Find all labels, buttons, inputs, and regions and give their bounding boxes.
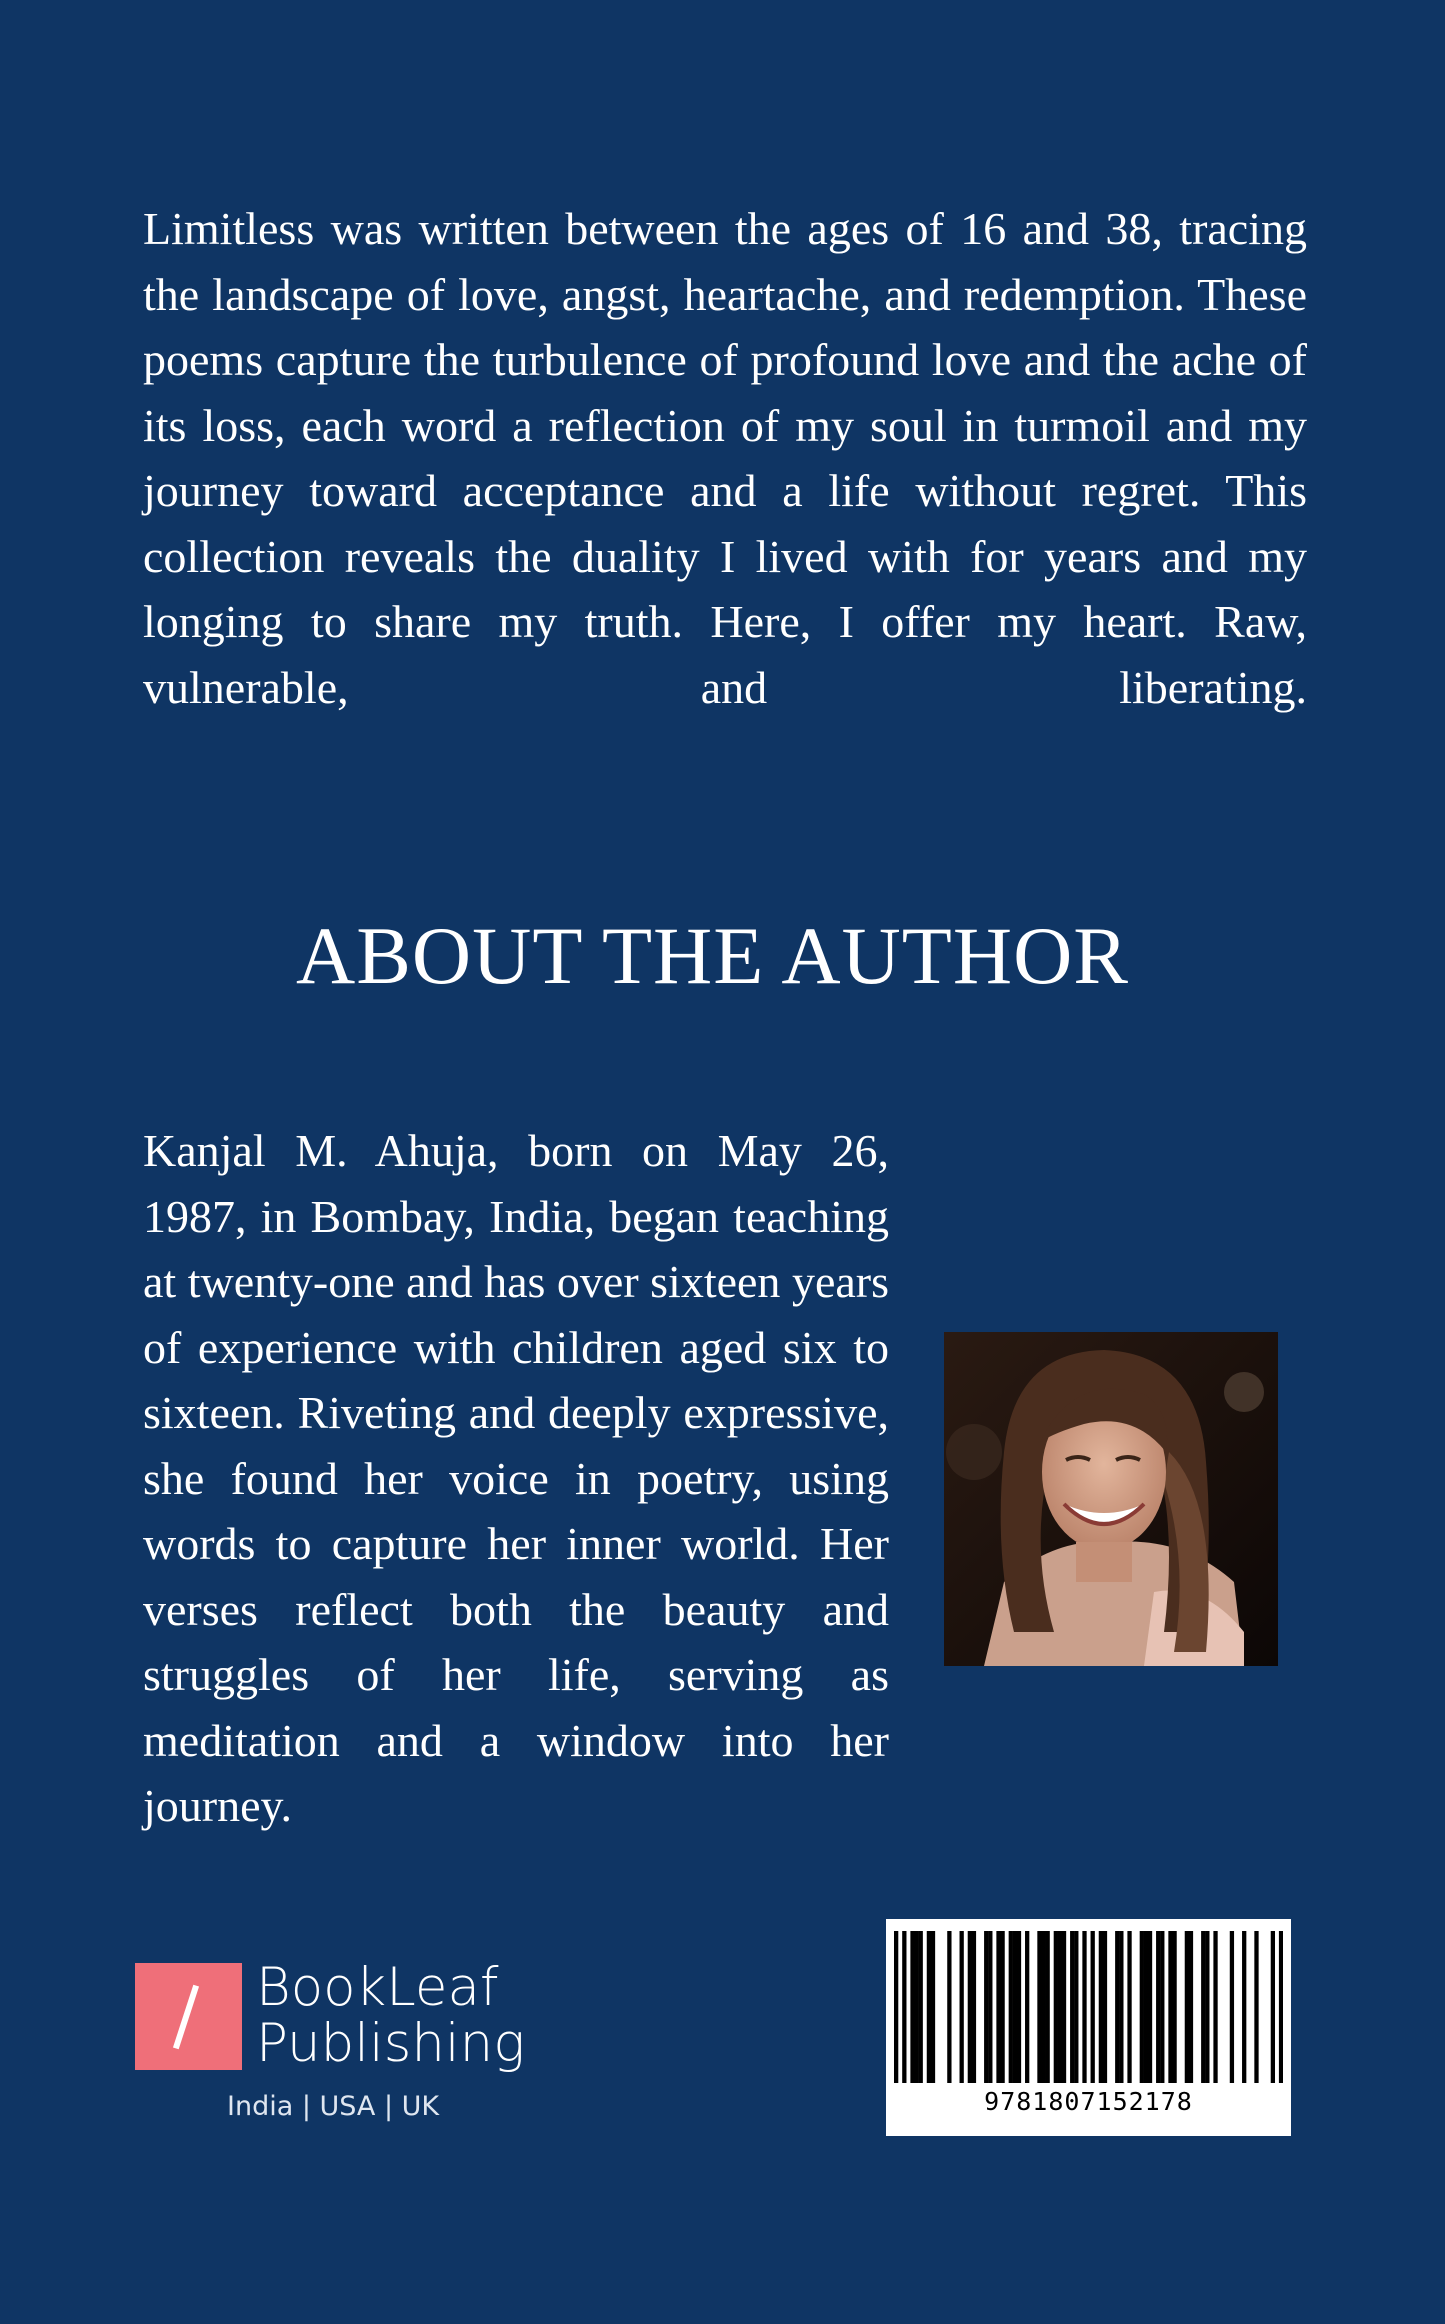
barcode-bar (1213, 1931, 1217, 2083)
barcode-bar (1168, 1931, 1172, 2083)
barcode-bar (1046, 1931, 1050, 2083)
barcode-bar (1070, 1931, 1074, 2083)
barcode-bar (1000, 1931, 1004, 2083)
author-portrait-image (944, 1332, 1278, 1666)
barcode-bar (984, 1931, 988, 2083)
barcode-bar (1230, 1931, 1234, 2083)
barcode-bar (1156, 1931, 1160, 2083)
barcode-bar (910, 1931, 914, 2083)
barcode-bar (960, 1931, 964, 2083)
barcode-bar (1041, 1931, 1045, 2083)
barcode-bar (1189, 1931, 1193, 2083)
barcode-bar (988, 1931, 992, 2083)
publisher-name-line1: BookLeaf (256, 1957, 499, 2018)
barcode-bar (972, 1931, 976, 2083)
barcode-bar (947, 1931, 951, 2083)
barcode-bar (1242, 1931, 1246, 2083)
barcode-bar (1140, 1931, 1144, 2083)
barcode-bar (1062, 1931, 1066, 2083)
barcode-bar (1091, 1931, 1095, 2083)
barcode-bar (1025, 1931, 1029, 2083)
barcode-bar (894, 1931, 898, 2083)
barcode-bar (1148, 1931, 1152, 2083)
barcode-bar (1160, 1931, 1164, 2083)
barcode-bar (1201, 1931, 1205, 2083)
barcode-bar (1103, 1931, 1107, 2083)
barcode-bar (1205, 1931, 1209, 2083)
barcode-bar (1127, 1931, 1131, 2083)
barcode-bar (1271, 1931, 1275, 2083)
barcode-bar (968, 1931, 972, 2083)
barcode-bar (902, 1931, 906, 2083)
barcode-bar (1009, 1931, 1013, 2083)
barcode-bar (1119, 1931, 1123, 2083)
barcode-bar (1074, 1931, 1078, 2083)
barcode-bar (1254, 1931, 1258, 2083)
barcode-bar (1037, 1931, 1041, 2083)
isbn-number: 9781807152178 (984, 2087, 1193, 2116)
publisher-name-line2: Publishing (256, 2013, 526, 2074)
about-author-heading: ABOUT THE AUTHOR (296, 910, 1129, 1001)
barcode-bar (1082, 1931, 1086, 2083)
barcode-bar (919, 1931, 923, 2083)
author-photo (944, 1332, 1278, 1666)
barcode-bar (1185, 1931, 1189, 2083)
barcode-bar (914, 1931, 918, 2083)
isbn-barcode (886, 1919, 1291, 2136)
barcode-bar (1058, 1931, 1062, 2083)
barcode-bars (894, 1931, 1283, 2083)
barcode-bar (927, 1931, 931, 2083)
publisher-logo (135, 1957, 555, 2133)
barcode-bar (996, 1931, 1000, 2083)
barcode-bar (1054, 1931, 1058, 2083)
barcode-bar (1144, 1931, 1148, 2083)
barcode-bar (1099, 1931, 1103, 2083)
barcode-bar (1172, 1931, 1176, 2083)
barcode-bar (1013, 1931, 1017, 2083)
barcode-bar (931, 1931, 935, 2083)
barcode-bar (1017, 1931, 1021, 2083)
publisher-regions: India | USA | UK (227, 2091, 440, 2122)
barcode-bar (1115, 1931, 1119, 2083)
barcode-bar (1279, 1931, 1283, 2083)
back-cover-blurb: Limitless was written between the ages of 16 and 38, tracing the landscape of love, angst, heartache, and redemption. These poems capture the turbulence of profound love and the ache of its loss, each word a reflection of my soul in turmoil and my journey toward acceptance and a life without regret. This collection reveals the duality I lived with for years and my longing to share my truth. Here, I offer my heart. Raw, vulnerable, and liberating. (143, 203, 1307, 713)
publisher-logo-mark (135, 1963, 242, 2070)
author-bio: Kanjal M. Ahuja, born on May 26, 1987, in Bombay, India, began teaching at twenty-one and has over sixteen years of experience with children aged six to sixteen. Riveting and deeply expressive, she found her voice in poetry, using words to capture her inner world. Her verses reflect both the beauty and struggles of her life, serving as meditation and a window into her journey. (143, 1125, 889, 1831)
